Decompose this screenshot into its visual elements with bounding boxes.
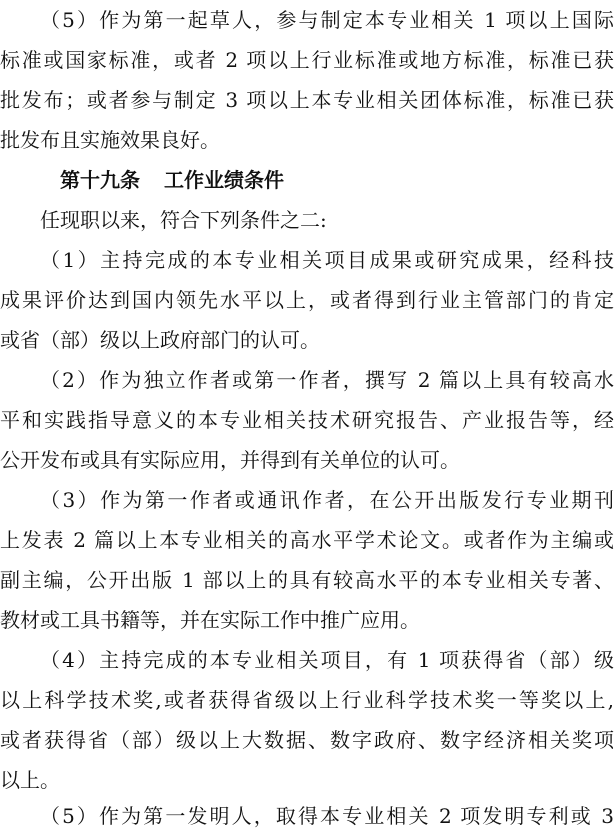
text-line: （1）主持完成的本专业相关项目成果或研究成果，经科技 [40, 248, 614, 272]
text-line: 或者获得省（部）级以上大数据、数字政府、数字经济相关奖项 [0, 728, 614, 752]
text-line: 公开发布或具有实际应用，并得到有关单位的认可。 [0, 448, 460, 472]
text-line: 副主编，公开出版 1 部以上的具有较高水平的本专业相关专著、 [0, 568, 614, 592]
text-line: 以上科学技术奖,或者获得省级以上行业科学技术奖一等奖以上, [0, 688, 614, 712]
text-line: （5）作为第一起草人，参与制定本专业相关 1 项以上国际 [40, 8, 614, 32]
text-line: 教材或工具书籍等，并在实际工作中推广应用。 [0, 608, 420, 632]
text-line: 上发表 2 篇以上本专业相关的高水平学术论文。或者作为主编或 [0, 528, 614, 552]
text-line: （5）作为第一发明人，取得本专业相关 2 项发明专利或 3 [40, 804, 614, 828]
text-line: 以上。 [0, 768, 60, 792]
article-number: 第十九条 [60, 168, 140, 192]
text-line: （3）作为第一作者或通讯作者，在公开出版发行专业期刊 [40, 488, 614, 512]
text-line: 标准或国家标准，或者 2 项以上行业标准或地方标准，标准已获 [0, 48, 614, 72]
text-line: （4）主持完成的本专业相关项目，有 1 项获得省（部）级 [40, 648, 614, 672]
text-line: 批发布；或者参与制定 3 项以上本专业相关团体标准，标准已获 [0, 88, 614, 112]
text-line: 平和实践指导意义的本专业相关技术研究报告、产业报告等，经 [0, 408, 614, 432]
text-line: 批发布且实施效果良好。 [0, 128, 220, 152]
article-title: 工作业绩条件 [164, 168, 284, 192]
text-line: 或省（部）级以上政府部门的认可。 [0, 328, 320, 352]
text-line: （2）作为独立作者或第一作者，撰写 2 篇以上具有较高水 [40, 368, 614, 392]
text-line: 任现职以来，符合下列条件之二: [40, 208, 327, 232]
text-line: 成果评价达到国内领先水平以上，或者得到行业主管部门的肯定 [0, 288, 614, 312]
section-heading [0, 160, 614, 200]
